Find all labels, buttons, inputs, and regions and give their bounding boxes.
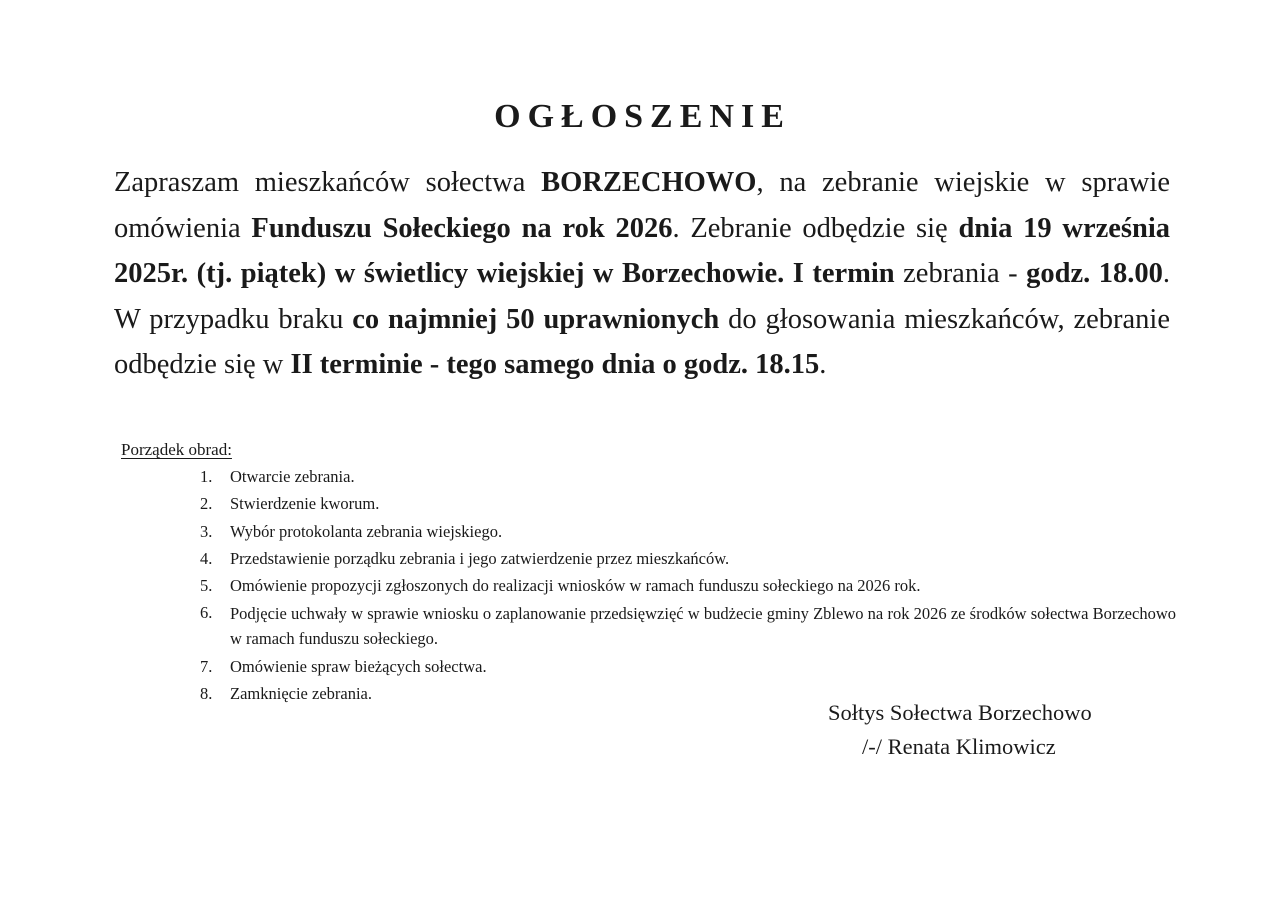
agenda-item-text: Wybór protokolanta zebrania wiejskiego.: [230, 521, 503, 541]
meeting-date-place: dnia 19 września 2025r. (tj. piątek) w świetlicy wiejskiej w Borzechowie. I termin: [114, 212, 1170, 290]
agenda-item-text: Stwierdzenie kworum.: [230, 494, 380, 514]
agenda-item: [200, 601, 1176, 651]
agenda-item-number: 2.: [200, 494, 213, 514]
agenda-item-number: 4.: [200, 548, 213, 568]
agenda-item-text: Otwarcie zebrania.: [230, 467, 355, 486]
agenda-item: [200, 574, 1176, 598]
village-name: BORZECHOWO: [541, 167, 757, 198]
intro-text-5: . W przypadku braku: [114, 258, 1171, 335]
agenda-item-text: Omówienie spraw bieżących sołectwa.: [230, 656, 487, 676]
agenda-item: [200, 492, 1176, 516]
fund-topic: Funduszu Sołeckiego na rok 2026: [251, 212, 673, 244]
intro-text-4: zebrania -: [894, 258, 1027, 290]
intro-text-7: .: [819, 349, 827, 381]
agenda-item-text: Podjęcie uchwały w sprawie wniosku o zaplanowanie przedsięwzięć w budżecie gminy Zblewo na rok 2026 ze środków sołectwa Borzechowo w ramach funduszu sołeckiego.: [230, 604, 1176, 649]
agenda-item-text: Przedstawienie porządku zebrania i jego zatwierdzenie przez mieszkańców.: [230, 548, 730, 568]
second-term-time: II terminie - tego samego dnia o godz. 18.15: [290, 349, 820, 381]
agenda-item-number: 8.: [200, 684, 213, 704]
agenda-heading: Porządek obrad:: [121, 440, 232, 459]
agenda-item: [200, 520, 1176, 544]
agenda-item: [200, 547, 1176, 571]
agenda-item-number: 7.: [200, 656, 213, 676]
intro-text-6: do głosowania mieszkańców, zebranie odbędzie się w: [114, 303, 1170, 381]
agenda-item: [200, 465, 1176, 489]
agenda-item: [200, 655, 1176, 679]
signatory-role: Sołtys Sołectwa Borzechowo: [828, 700, 1092, 725]
agenda-item-number: 1.: [200, 467, 213, 486]
agenda-item-text: Omówienie propozycji zgłoszonych do realizacji wniosków w ramach funduszu sołeckiego na 2026 rok.: [230, 576, 921, 596]
signatory-name: /-/ Renata Klimowicz: [862, 734, 1056, 759]
announcement-title: OGŁOSZENIE: [494, 98, 791, 135]
intro-text-2: , na zebranie wiejskie w sprawie omówienia: [114, 167, 1170, 244]
agenda-list: [200, 465, 1176, 709]
invitation-paragraph: [114, 160, 1170, 388]
agenda-item-number: 6.: [200, 603, 213, 623]
first-term-time: godz. 18.00: [1026, 258, 1163, 290]
signature-block: [828, 696, 1092, 764]
agenda-item-text: Zamknięcie zebrania.: [230, 684, 372, 704]
quorum-requirement: co najmniej 50 uprawnionych: [352, 303, 720, 335]
agenda-item-number: 3.: [200, 521, 213, 541]
intro-text-1: Zapraszam mieszkańców sołectwa: [114, 167, 542, 198]
intro-text-3: . Zebranie odbędzie się: [672, 212, 959, 244]
agenda-item-number: 5.: [200, 576, 213, 596]
